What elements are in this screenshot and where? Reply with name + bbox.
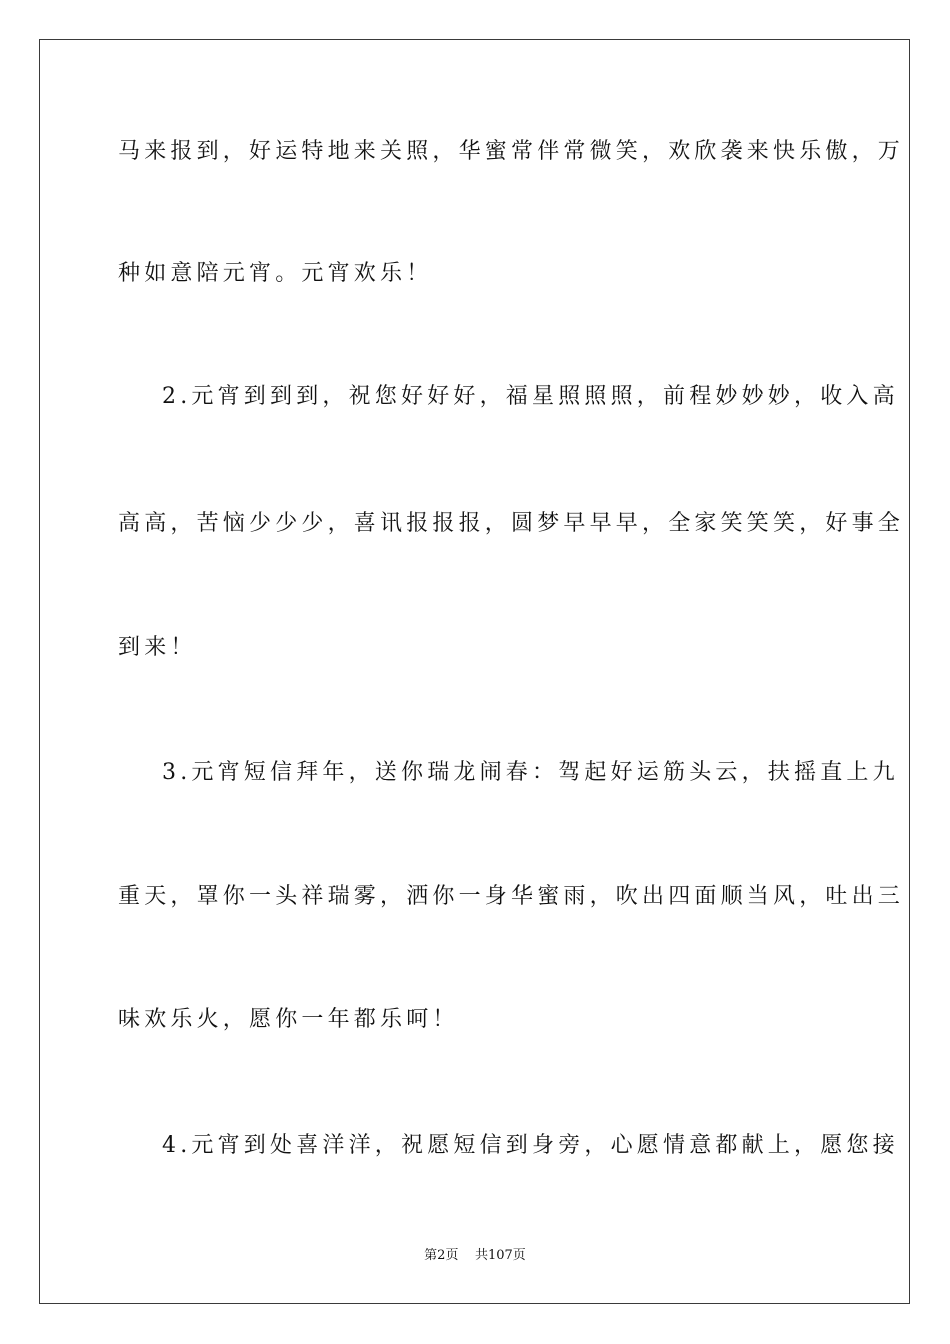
text-line-4: 高高，苦恼少少少，喜讯报报报，圆梦早早早，全家笑笑笑，好事全 <box>118 511 905 536</box>
text-line-5: 到来！ <box>118 635 197 660</box>
text-line-8: 味欢乐火，愿你一年都乐呵！ <box>118 1007 459 1032</box>
page-footer <box>0 1247 950 1265</box>
page-frame <box>39 39 910 1304</box>
page-total: 共107页 <box>474 1248 526 1263</box>
text-line-9: 4.元宵到处喜洋洋，祝愿短信到身旁，心愿情意都献上，愿您接 <box>162 1133 899 1158</box>
text-line-6: 3.元宵短信拜年，送你瑞龙闹春：驾起好运筋头云，扶摇直上九 <box>162 760 899 785</box>
page-number: 第2页 <box>424 1248 459 1263</box>
text-line-7: 重天，罩你一头祥瑞雾，洒你一身华蜜雨，吹出四面顺当风，吐出三 <box>118 884 905 909</box>
text-line-3: 2.元宵到到到，祝您好好好，福星照照照，前程妙妙妙，收入高 <box>162 384 899 409</box>
text-line-2: 种如意陪元宵。元宵欢乐！ <box>118 261 433 286</box>
text-line-1: 马来报到，好运特地来关照，华蜜常伴常微笑，欢欣袭来快乐傲，万 <box>118 139 905 164</box>
